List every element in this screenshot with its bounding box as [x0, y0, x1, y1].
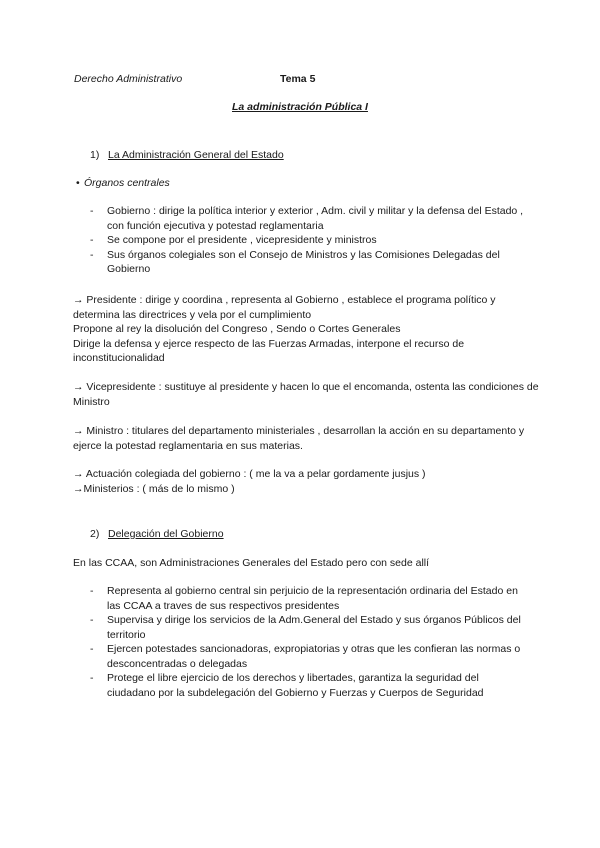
gobierno-list [90, 204, 530, 277]
list-item: - Protege el libre ejercicio de los derechos y libertades, garantiza la seguridad del ciudadano por la subdelegación del Gobierno y Fuerzas y Cuerpos de Seguridad [90, 671, 530, 700]
organos-centrales-subheading: Órganos centrales [84, 177, 170, 189]
list-item: - Sus órganos colegiales son el Consejo de Ministros y las Comisiones Delegadas del Gobierno [90, 248, 530, 277]
list-item: - Se compone por el presidente , vicepresidente y ministros [90, 233, 530, 248]
presidente-line: Propone al rey la disolución del Congreso , Sendo o Cortes Generales [73, 323, 401, 335]
list-item: - Gobierno : dirige la política interior y exterior , Adm. civil y militar y la defensa del Estado , con función ejecutiva y potestad reglamentaria [90, 204, 530, 233]
tema-label: Tema 5 [280, 73, 316, 85]
page-title: La administración Pública I [232, 101, 368, 113]
presidente-line: → Presidente : dirige y coordina , representa al Gobierno , establece el programa político y determina las directrices y vela por el cumplimiento [73, 294, 496, 321]
section-2-intro: En las CCAA, son Administraciones Generales del Estado pero con sede allí [73, 557, 430, 569]
bullet-icon: • [76, 177, 80, 189]
ministro-paragraph: → Ministro : titulares del departamento ministeriales , desarrollan la acción en su departamento y ejerce la potestad reglamentaria en sus materias. [73, 425, 525, 452]
actuacion-block [73, 467, 543, 496]
section-2-number: 2) [90, 528, 100, 540]
ministerios-line: →Ministerios : ( más de lo mismo ) [73, 482, 235, 495]
list-item: - Representa al gobierno central sin perjuicio de la representación ordinaria del Estado en las CCAA a traves de sus respectivos presidentes [90, 584, 530, 613]
section-2-heading [90, 527, 224, 542]
presidente-block [73, 293, 543, 366]
list-item: - Supervisa y dirige los servicios de la Adm.General del Estado y sus órganos Públicos del territorio [90, 613, 530, 642]
presidente-line: Dirige la defensa y ejerce respecto de las Fuerzas Armadas, interpone el recurso de inconstitucionalidad [73, 337, 465, 364]
subject-label: Derecho Administrativo [74, 73, 183, 85]
section-1-heading [90, 148, 284, 163]
section-1-title: La Administración General del Estado [108, 149, 284, 161]
delegacion-list [90, 584, 530, 700]
list-item: - Ejercen potestades sancionadoras, expropiatorias y otras que les confieran las normas o desconcentradas o delegadas [90, 642, 530, 671]
section-1-number: 1) [90, 149, 100, 161]
section-2-title: Delegación del Gobierno [108, 528, 224, 540]
vicepresidente-paragraph: → Vicepresidente : sustituye al presidente y hacen lo que el encomanda, ostenta las condiciones de Ministro [73, 381, 539, 408]
actuacion-line: → Actuación colegiada del gobierno : ( me la va a pelar gordamente jusjus ) [73, 468, 426, 480]
